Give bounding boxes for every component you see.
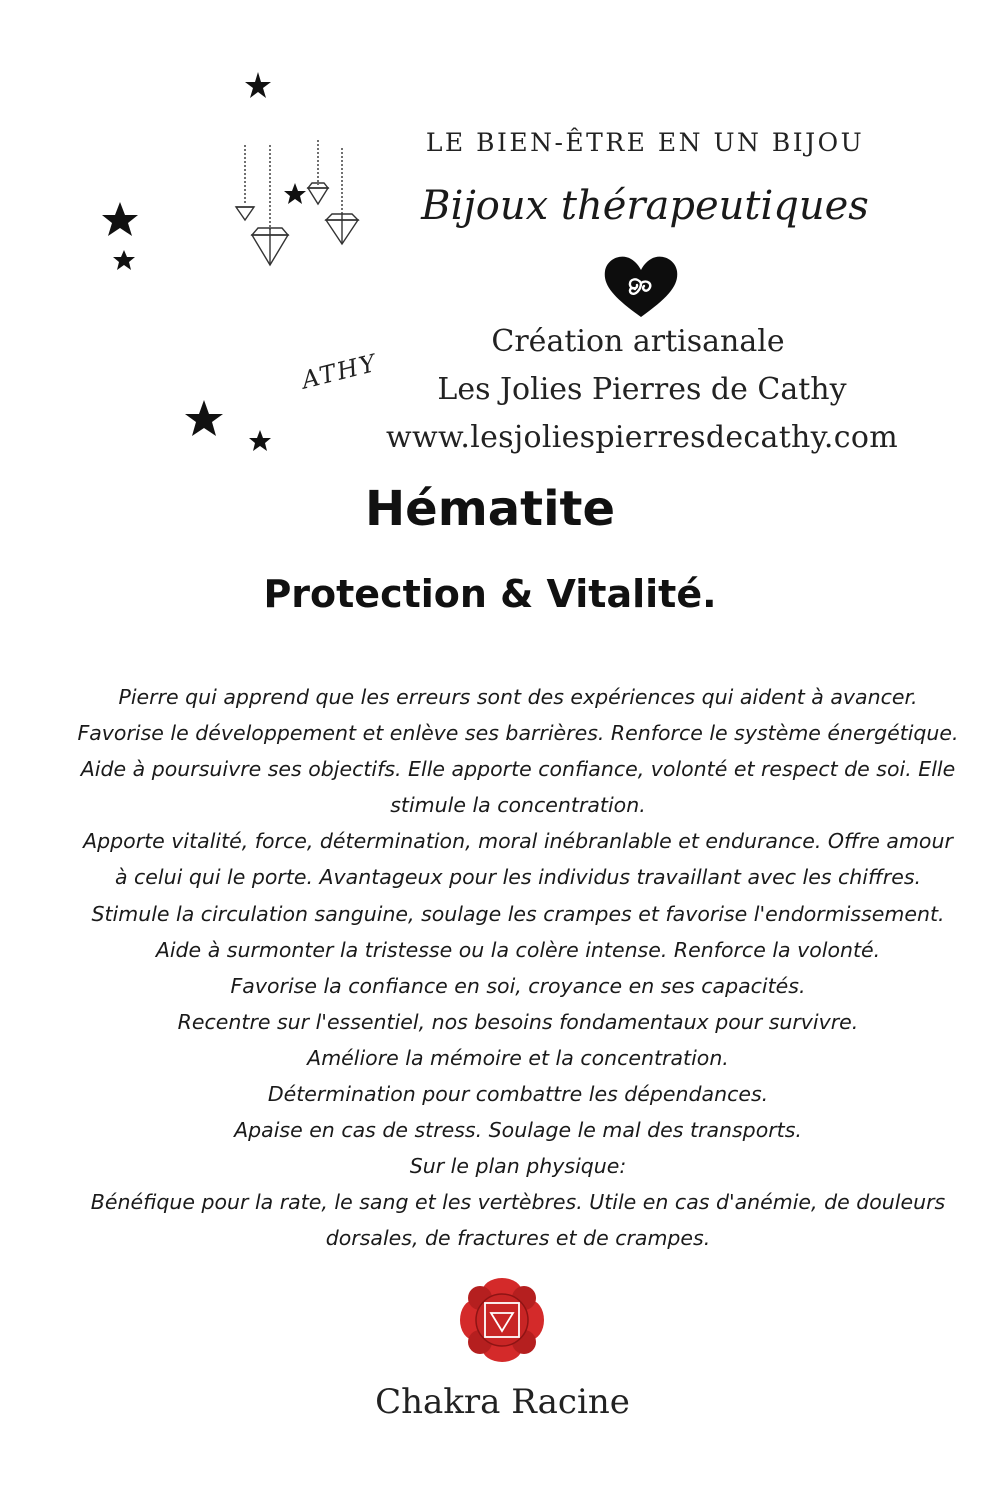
description-line: Recentre sur l'essentiel, nos besoins fondamentaux pour survivre. (177, 1009, 859, 1034)
star-icon (113, 250, 135, 270)
description-line: Aide à poursuivre ses objectifs. Elle apporte confiance, volonté et respect de soi. Elle (80, 757, 956, 782)
star-icon (245, 72, 271, 98)
stone-description (18, 679, 1000, 1257)
star-icon (102, 202, 138, 236)
website-link[interactable]: www.lesjoliespierresdecathy.com (386, 420, 898, 455)
creation-label: Création artisanale (491, 324, 785, 359)
description-line: à celui qui le porte. Avantageux pour les individus travaillant avec les chiffres. (114, 865, 922, 890)
description-line: Apaise en cas de stress. Soulage le mal des transports. (234, 1118, 802, 1143)
description-line: Apporte vitalité, force, détermination, moral inébranlable et endurance. Offre amour (83, 829, 953, 854)
description-line: Stimule la circulation sanguine, soulage les crampes et favorise l'endormissement. (91, 901, 945, 926)
triskele-heart-icon (601, 253, 681, 319)
star-icon (185, 400, 223, 436)
description-line: dorsales, de fractures et de crampes. (325, 1226, 711, 1251)
stone-title: Hématite (364, 481, 616, 537)
description-line: stimule la concentration. (390, 793, 646, 818)
star-icon (249, 430, 271, 451)
brand-script-title: Bijoux thérapeutiques (421, 183, 869, 229)
logo-arc-text: Les Jolies Pierres de (173, 121, 286, 197)
crescent-moon (150, 120, 430, 410)
description-line: Sur le plan physique: (409, 1154, 627, 1179)
brand-tagline: LE BIEN-ÊTRE EN UN BIJOU (425, 128, 865, 157)
description-line: Pierre qui apprend que les erreurs sont des expériences qui aident à avancer. (118, 685, 918, 709)
logo-signature: ATHY (298, 348, 381, 395)
description-line: Aide à surmonter la tristesse ou la colère intense. Renforce la volonté. (155, 937, 881, 962)
root-chakra-icon (460, 1278, 544, 1362)
description-line: Favorise la confiance en soi, croyance en ses capacités. (230, 973, 806, 998)
stone-subtitle: Protection & Vitalité. (263, 572, 717, 616)
description-line: Améliore la mémoire et la concentration. (307, 1045, 729, 1070)
description-line: Bénéfique pour la rate, le sang et les vertèbres. Utile en cas d'anémie, de douleurs (90, 1190, 946, 1215)
description-line: Détermination pour combattre les dépendances. (267, 1082, 769, 1107)
chakra-label: Chakra Racine (375, 1382, 630, 1422)
description-line: Favorise le développement et enlève ses barrières. Renforce le système énergétique. (77, 721, 959, 746)
shop-name: Les Jolies Pierres de Cathy (437, 372, 847, 407)
